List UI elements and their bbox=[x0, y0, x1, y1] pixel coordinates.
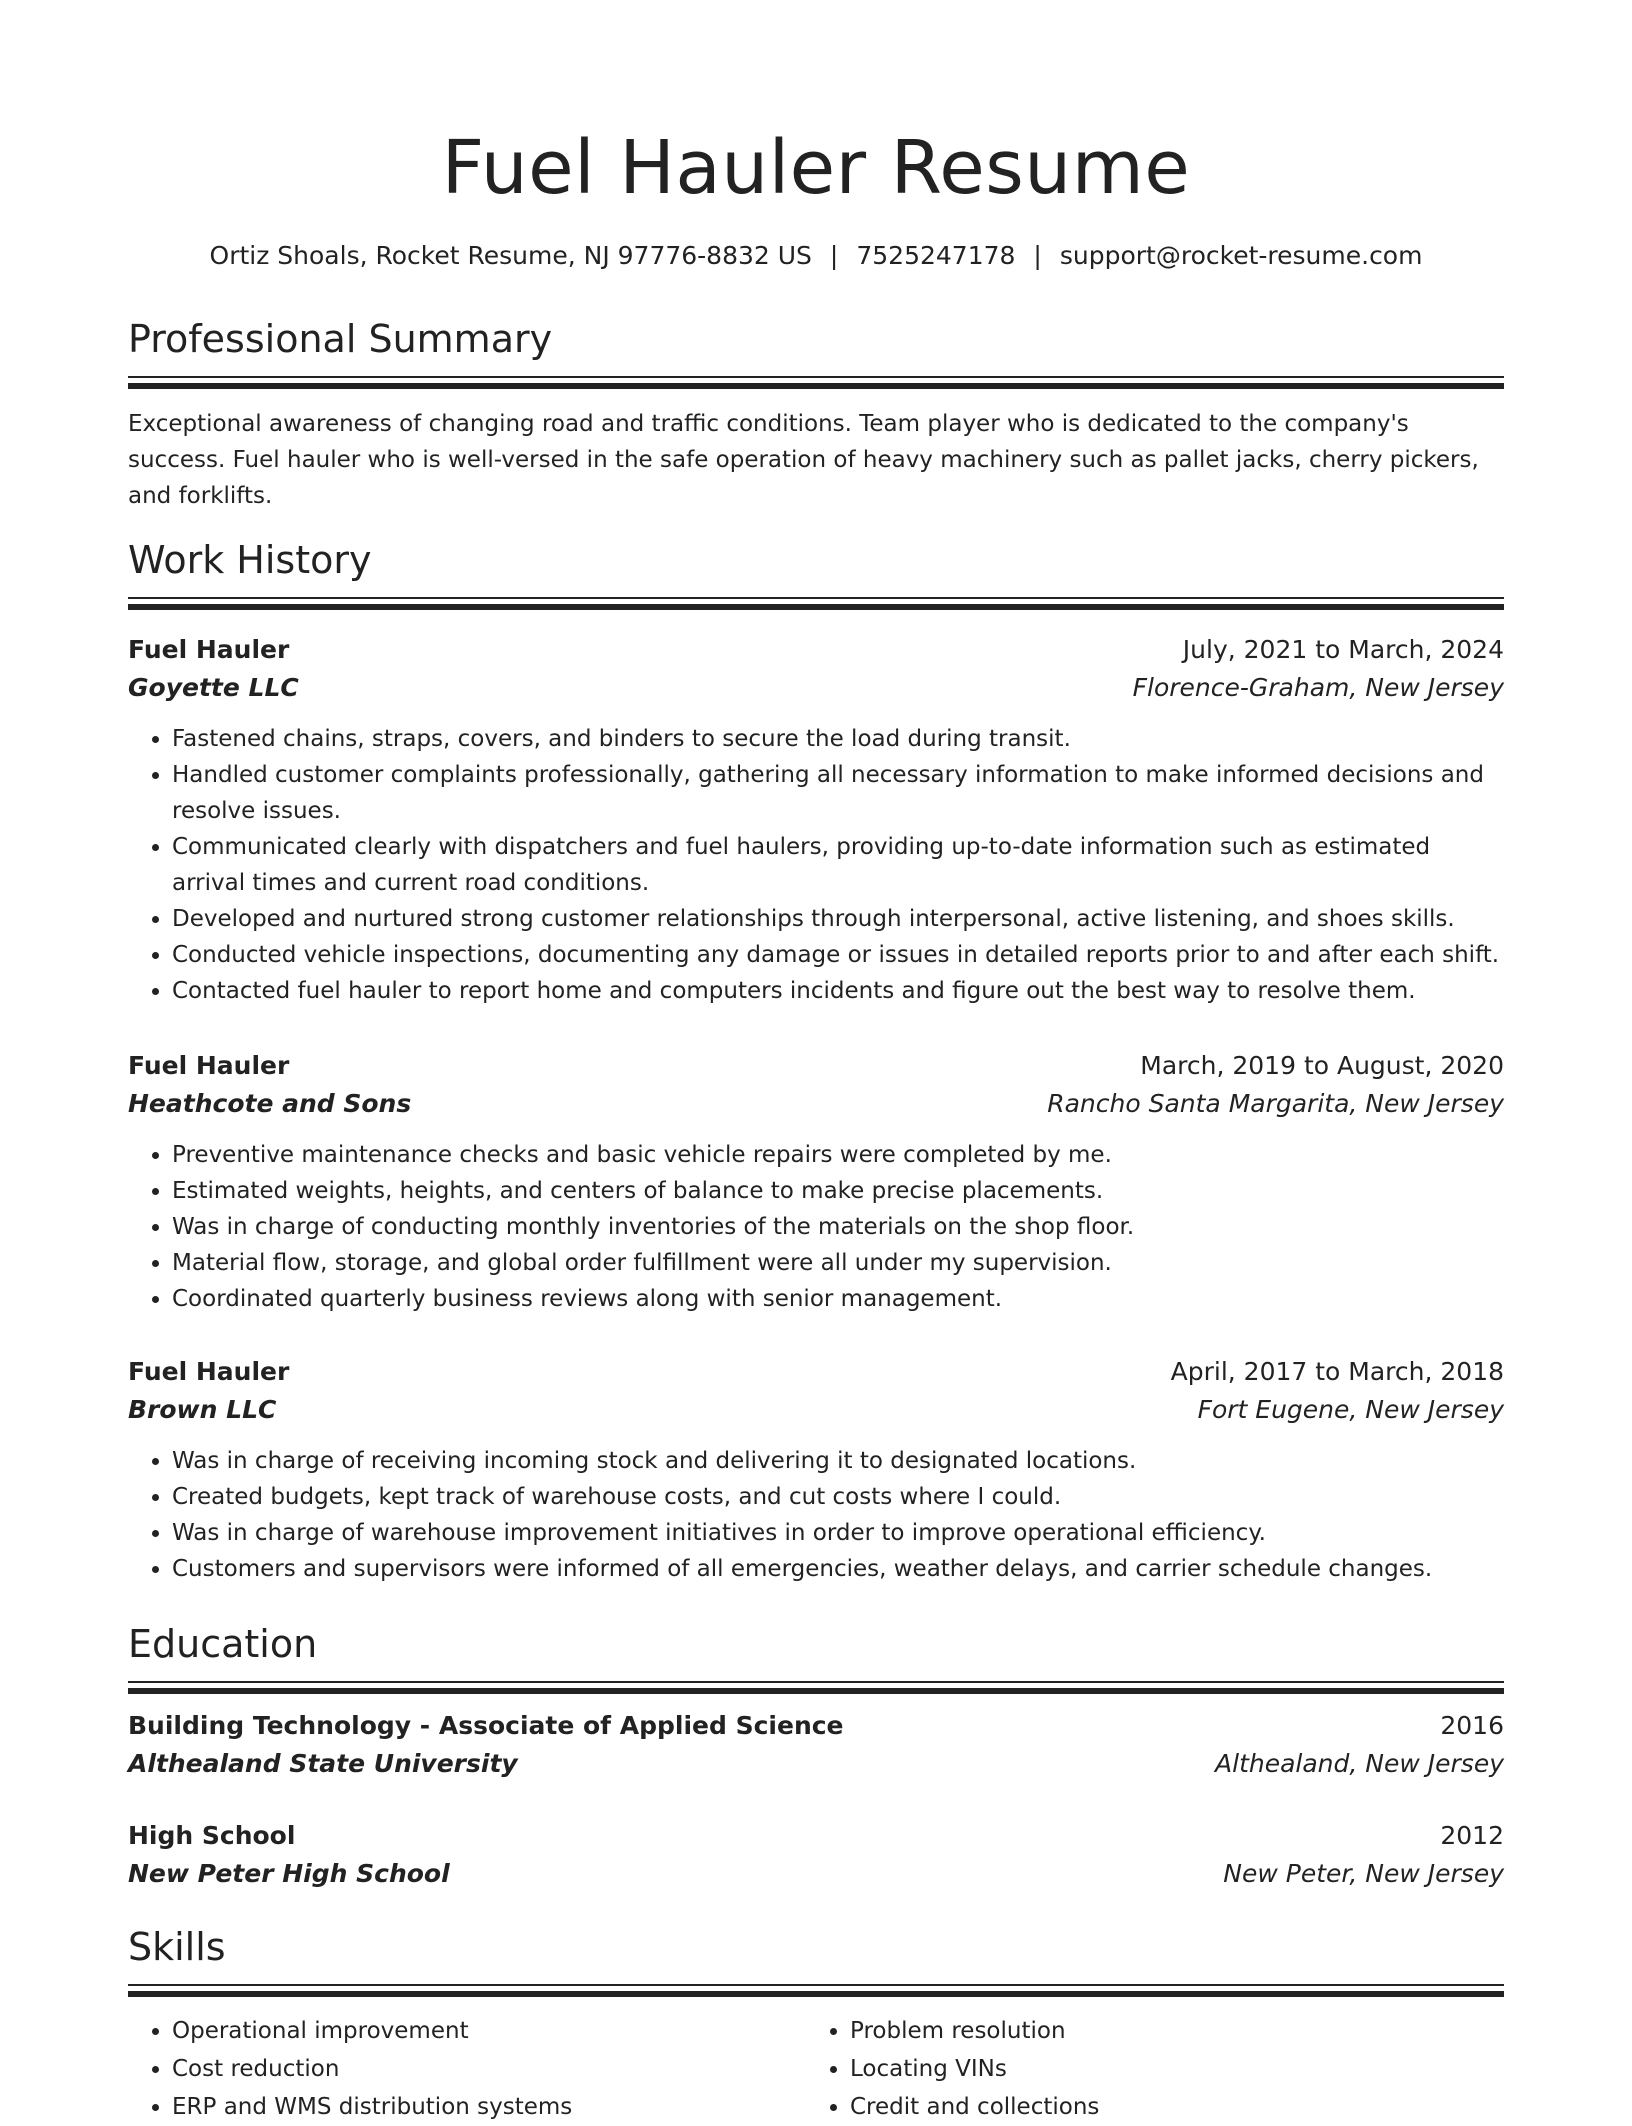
list-item: • Estimated weights, heights, and centers of balance to make precise placements. bbox=[172, 1173, 1504, 1209]
contact-line bbox=[128, 236, 1504, 276]
list-item: • Handled customer complaints professionally, gathering all necessary information to make informed decisions and resolve issues. bbox=[172, 757, 1504, 829]
section-divider bbox=[128, 597, 1504, 611]
job-company: Goyette LLC bbox=[128, 673, 299, 702]
contact-email: support@rocket-resume.com bbox=[1059, 241, 1423, 270]
education-location: Althealand, New Jersey bbox=[1215, 1749, 1504, 1778]
job-company-row bbox=[128, 1391, 1504, 1429]
skill-item: • Credit and collections bbox=[850, 2088, 1484, 2126]
education-degree: Building Technology - Associate of Applied Science bbox=[128, 1711, 844, 1740]
job-header-row bbox=[128, 631, 1504, 669]
education-degree: High School bbox=[128, 1821, 296, 1850]
job-company: Heathcote and Sons bbox=[128, 1089, 412, 1118]
education-year: 2016 bbox=[1440, 1711, 1504, 1740]
job-bullets bbox=[128, 1443, 1504, 1587]
job-title: Fuel Hauler bbox=[128, 635, 290, 664]
job-company-row bbox=[128, 669, 1504, 707]
job-title: Fuel Hauler bbox=[128, 1357, 290, 1386]
education-school: New Peter High School bbox=[128, 1859, 450, 1888]
list-item: • Customers and supervisors were informed of all emergencies, weather delays, and carrier schedule changes. bbox=[172, 1551, 1504, 1587]
skill-item: • ERP and WMS distribution systems bbox=[172, 2088, 806, 2126]
job-location: Florence-Graham, New Jersey bbox=[1132, 673, 1504, 702]
skill-item: • Operational improvement bbox=[172, 2012, 806, 2050]
contact-separator: | bbox=[1033, 241, 1042, 270]
skill-item: • Locating VINs bbox=[850, 2050, 1484, 2088]
work-history-heading: Work History bbox=[128, 538, 372, 582]
section-divider bbox=[128, 1984, 1504, 1998]
list-item: • Communicated clearly with dispatchers and fuel haulers, providing up-to-date information such as estimated arrival times and current road conditions. bbox=[172, 829, 1504, 901]
list-item: • Was in charge of receiving incoming stock and delivering it to designated locations. bbox=[172, 1443, 1504, 1479]
contact-phone: 7525247178 bbox=[856, 241, 1016, 270]
education-heading: Education bbox=[128, 1622, 318, 1666]
job-location: Fort Eugene, New Jersey bbox=[1197, 1395, 1504, 1424]
job-dates: March, 2019 to August, 2020 bbox=[1140, 1051, 1504, 1080]
skill-item: • Cost reduction bbox=[172, 2050, 806, 2088]
list-item: • Created budgets, kept track of warehouse costs, and cut costs where I could. bbox=[172, 1479, 1504, 1515]
job-entry bbox=[128, 1353, 1504, 1587]
education-section bbox=[128, 1619, 1504, 1695]
education-year: 2012 bbox=[1440, 1821, 1504, 1850]
contact-separator: | bbox=[829, 241, 839, 270]
job-dates: April, 2017 to March, 2018 bbox=[1170, 1357, 1504, 1386]
education-school-row bbox=[128, 1745, 1504, 1783]
job-dates: July, 2021 to March, 2024 bbox=[1182, 635, 1504, 664]
list-item: • Developed and nurtured strong customer relationships through interpersonal, active listening, and shoes skills. bbox=[172, 901, 1504, 937]
section-divider bbox=[128, 1681, 1504, 1695]
skill-item: • Problem resolution bbox=[850, 2012, 1484, 2050]
job-location: Rancho Santa Margarita, New Jersey bbox=[1047, 1089, 1504, 1118]
job-bullets bbox=[128, 1137, 1504, 1317]
skills-list-right bbox=[806, 2012, 1484, 2126]
list-item: • Preventive maintenance checks and basic vehicle repairs were completed by me. bbox=[172, 1137, 1504, 1173]
skills-heading: Skills bbox=[128, 1925, 226, 1969]
job-header-row bbox=[128, 1353, 1504, 1391]
education-header-row bbox=[128, 1707, 1504, 1745]
skills-section bbox=[128, 1922, 1504, 2126]
list-item: • Was in charge of warehouse improvement initiatives in order to improve operational efficiency. bbox=[172, 1515, 1504, 1551]
job-company-row bbox=[128, 1085, 1504, 1123]
list-item: • Conducted vehicle inspections, documenting any damage or issues in detailed reports prior to and after each shift. bbox=[172, 937, 1504, 973]
job-company: Brown LLC bbox=[128, 1395, 277, 1424]
list-item: • Contacted fuel hauler to report home and computers incidents and figure out the best way to resolve them. bbox=[172, 973, 1504, 1009]
job-header-row bbox=[128, 1047, 1504, 1085]
skills-list-left bbox=[128, 2012, 806, 2126]
education-location: New Peter, New Jersey bbox=[1223, 1859, 1504, 1888]
job-entry bbox=[128, 631, 1504, 1009]
education-school: Althealand State University bbox=[128, 1749, 518, 1778]
resume-title: Fuel Hauler Resume bbox=[441, 125, 1191, 211]
education-entry bbox=[128, 1817, 1504, 1893]
list-item: • Material flow, storage, and global order fulfillment were all under my supervision. bbox=[172, 1245, 1504, 1281]
work-history-section bbox=[128, 535, 1504, 611]
education-entry bbox=[128, 1707, 1504, 1783]
summary-text: Exceptional awareness of changing road and traffic conditions. Team player who is dedicated to the company's success. Fuel hauler who is well-versed in the safe operation of heavy machinery such as pallet jacks, cherry pickers, and forklifts. bbox=[128, 411, 1479, 509]
summary-section bbox=[128, 314, 1504, 514]
skills-columns bbox=[128, 2012, 1504, 2126]
job-entry bbox=[128, 1047, 1504, 1317]
contact-address: Ortiz Shoals, Rocket Resume, NJ 97776-8832 US bbox=[209, 241, 812, 270]
section-divider bbox=[128, 376, 1504, 390]
education-header-row bbox=[128, 1817, 1504, 1855]
job-title: Fuel Hauler bbox=[128, 1051, 290, 1080]
education-school-row bbox=[128, 1855, 1504, 1893]
summary-heading: Professional Summary bbox=[128, 317, 553, 361]
list-item: • Was in charge of conducting monthly inventories of the materials on the shop floor. bbox=[172, 1209, 1504, 1245]
list-item: • Coordinated quarterly business reviews along with senior management. bbox=[172, 1281, 1504, 1317]
list-item: • Fastened chains, straps, covers, and binders to secure the load during transit. bbox=[172, 721, 1504, 757]
job-bullets bbox=[128, 721, 1504, 1009]
